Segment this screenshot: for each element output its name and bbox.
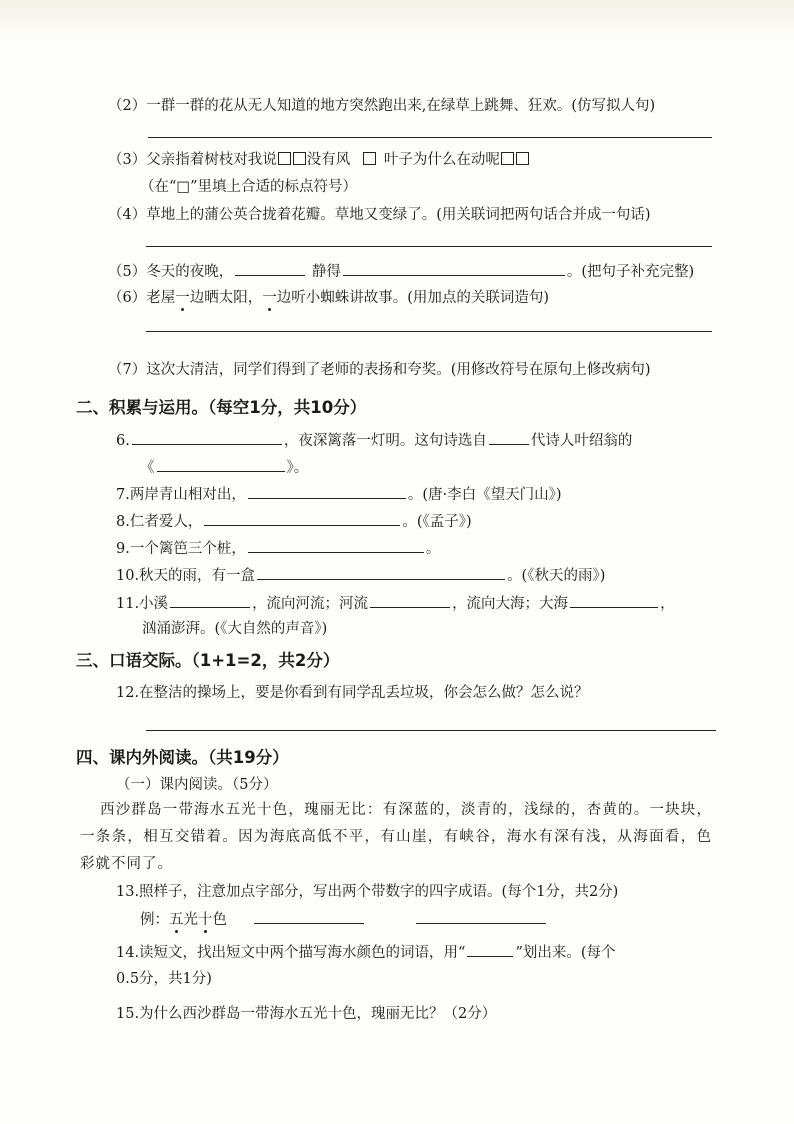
q13-blank-1[interactable]	[254, 908, 364, 924]
reading-passage: 西沙群岛一带海水五光十色，瑰丽无比：有深蓝的，淡青的，浅绿的，杏黄的。一块块，一条条，相互交错着。因为海底高低不平，有山崖，有峡谷，海水有深有浅，从海面看，色彩就不同了。	[80, 802, 712, 872]
q2-6-blank-3[interactable]	[157, 456, 285, 472]
section-3-heading: 三、口语交际。（1+1=2，共2分）	[76, 651, 340, 670]
question-4: （4）草地上的蒲公英合拢着花瓣。草地又变绿了。(用关联词把两句话合并成一句话)	[108, 207, 651, 223]
q5-blank-2[interactable]	[343, 260, 565, 276]
q13-example-label: 例：	[140, 912, 169, 928]
question-2-9	[116, 537, 440, 559]
q5-text-c: 。(把句子补充完整)	[566, 264, 695, 280]
q5-blank-1[interactable]	[235, 260, 305, 276]
q2-11-text-d: ，	[660, 596, 675, 612]
question-4-13: 13.照样子，注意加点字部分，写出两个带数字的四字成语。(每个1分，共2分)	[116, 884, 619, 900]
q14-text-b: ”划出来。(每个	[515, 945, 616, 961]
q13-example-char-1: 五	[169, 912, 184, 928]
q3-text-a: （3）父亲指着树枝对我说	[108, 152, 277, 168]
q2-11-blank-3[interactable]	[570, 592, 658, 608]
q13-example-char-4: 色	[212, 912, 227, 928]
q2-11-text-c: ，流向大海；大海	[452, 596, 569, 612]
q5-text-a: （5）冬天的夜晚，	[108, 264, 234, 280]
question-3	[108, 150, 530, 170]
scan-top-band	[0, 0, 794, 40]
punct-box-1[interactable]	[278, 152, 291, 165]
q6-text-b: 边晒太阳，	[189, 290, 263, 306]
question-2-6	[116, 429, 632, 451]
q13-example-char-2: 光	[183, 912, 198, 928]
question-3-note: （在“□”里填上合适的标点符号）	[140, 179, 358, 195]
q2-10-text-b: 。(《秋天的雨》)	[507, 568, 606, 584]
q2-9-text-b: 。	[425, 541, 441, 557]
q2-6-text-a: 6.	[116, 433, 130, 449]
q2-10-blank[interactable]	[257, 564, 505, 580]
question-5	[108, 260, 694, 282]
q6-dotted-char-2: 一	[262, 290, 277, 306]
q3-text-b: 没有风	[306, 152, 351, 168]
q2-7-text-b: 。(唐·李白《望天门山》)	[407, 487, 562, 503]
section-4-heading: 四、课内外阅读。（共19分）	[76, 748, 289, 767]
question-2: （2）一群一群的花从无人知道的地方突然跑出来,在绿草上跳舞、狂欢。(仿写拟人句)	[108, 98, 656, 114]
q2-6-book-open: 《	[140, 460, 155, 476]
q2-6-blank-2[interactable]	[489, 429, 529, 445]
q14-text-a: 14.读短文，找出短文中两个描写海水颜色的词语，用“	[116, 945, 466, 961]
question-4-13-example	[140, 908, 548, 930]
answer-line-q12[interactable]	[146, 730, 716, 731]
q5-text-b: 静得	[311, 264, 341, 280]
question-2-10	[116, 564, 605, 586]
q2-6-text-b: ，夜深篱落一灯明。这句诗选自	[283, 433, 487, 449]
q2-8-text-b: 。(《孟子》)	[402, 514, 472, 530]
answer-line-q4[interactable]	[146, 246, 712, 247]
q3-text-c: 叶子为什么在动呢	[383, 152, 500, 168]
q2-11-blank-1[interactable]	[170, 592, 250, 608]
q2-9-text-a: 9.一个篱笆三个桩，	[116, 541, 246, 557]
question-6	[108, 288, 549, 308]
section-2-heading: 二、积累与运用。（每空1分，共10分）	[76, 398, 367, 417]
question-4-15: 15.为什么西沙群岛一带海水五光十色，瑰丽无比？（2分）	[116, 1006, 497, 1022]
q2-11-text-b: ，流向河流；河流	[252, 596, 369, 612]
q13-example-char-3: 十	[198, 912, 213, 928]
q2-7-text-a: 7.两岸青山相对出，	[116, 487, 246, 503]
question-2-11	[116, 592, 675, 614]
question-3-12: 12.在整洁的操场上，要是你看到有同学乱丢垃圾，你会怎么做？怎么说？	[116, 685, 589, 701]
question-2-8	[116, 510, 472, 532]
question-2-6-book	[140, 456, 308, 478]
answer-line-q2[interactable]	[148, 137, 712, 138]
q2-8-text-a: 8.仁者爱人，	[116, 514, 203, 530]
q2-11-text-a: 11.小溪	[116, 596, 169, 612]
q14-underline-sample	[467, 941, 513, 957]
q6-text-c: 边听小蜘蛛讲故事。(用加点的关联词造句)	[276, 290, 550, 306]
q13-blank-2[interactable]	[416, 908, 546, 924]
answer-line-q6[interactable]	[146, 331, 712, 332]
punct-box-3[interactable]	[363, 152, 376, 165]
question-2-11-cont: 汹涌澎湃。(《大自然的声音》)	[142, 621, 328, 637]
punct-box-2[interactable]	[293, 152, 306, 165]
punct-box-4[interactable]	[501, 152, 514, 165]
question-4-14-cont: 0.5分，共1分)	[116, 971, 212, 987]
punct-box-5[interactable]	[516, 152, 529, 165]
question-4-14	[116, 941, 616, 963]
q6-dotted-char-1: 一	[175, 290, 190, 306]
q2-6-text-c: 代诗人叶绍翁的	[530, 433, 633, 449]
question-2-7	[116, 483, 562, 505]
q2-7-blank[interactable]	[248, 483, 406, 499]
q2-11-blank-2[interactable]	[370, 592, 450, 608]
question-7: （7）这次大清洁，同学们得到了老师的表扬和夸奖。(用修改符号在原句上修改病句)	[108, 362, 651, 378]
q2-9-blank[interactable]	[248, 537, 424, 553]
q2-6-blank-1[interactable]	[132, 429, 282, 445]
q6-text-a: （6）老屋	[108, 290, 176, 306]
subsection-1: （一）课内阅读。（5分）	[116, 777, 278, 793]
q2-8-blank[interactable]	[204, 510, 400, 526]
q2-10-text-a: 10.秋天的雨，有一盒	[116, 568, 256, 584]
q2-6-book-close: 》。	[286, 460, 309, 476]
